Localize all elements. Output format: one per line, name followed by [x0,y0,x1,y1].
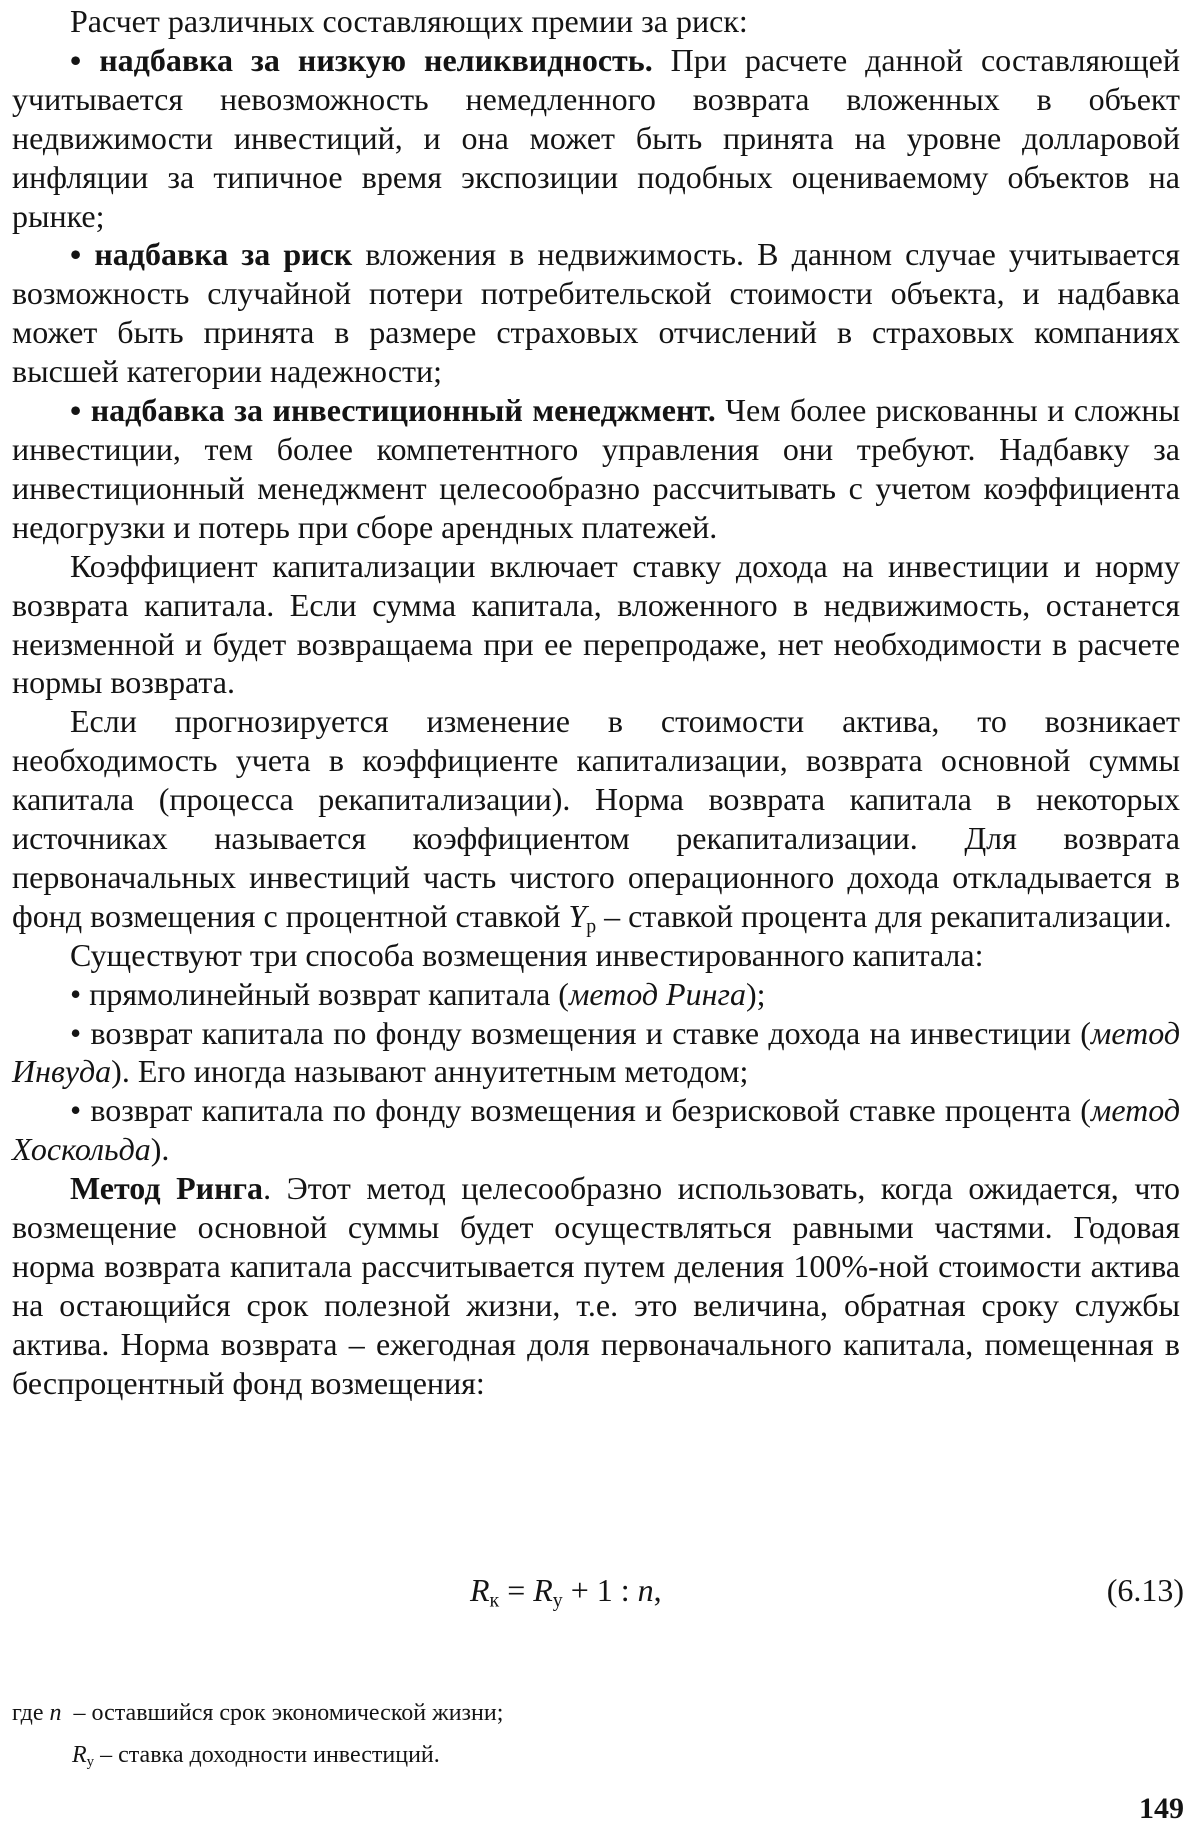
paragraph-cap-rate: Коэффициент капитализации включает ставку дохода на инвестиции и норму возврата капитала. Если сумма капитала, вложенного в недвижимость, останется неизменной и будет возвращаема при ее перепродаже, нет необходимости в расчете нормы возврата. [12,547,1180,701]
list-item-ring: • прямолинейный возврат капитала (метод Ринга); [70,975,766,1012]
method-hoskold: метод Хоскольда [12,1092,1180,1168]
paragraph-ring-method: Метод Ринга. Этот метод целесообразно использовать, когда ожидается, что возмещение основной суммы будет осуществляться равными частями. Годовая норма возврата капитала рассчитывается путем деления 100%-ной стоимости актива на остающийся срок полезной жизни, т.е. это величина, обратная сроку службы актива. Норма возврата – ежегодная доля первоначального капитала, помещенная в беспроцентный фонд возмещения: [12,1170,1181,1401]
term-risk: • надбавка за риск [70,236,353,273]
var-y-sub: р [586,915,597,938]
paragraph-intro: Расчет различных составляющих премии за риск: [70,3,748,39]
term-management: • надбавка за инвестиционный менеджмент. [70,392,716,429]
paragraph-recapitalization: Если прогнозируется изменение в стоимости актива, то возникает необходимость учета в коэффициенте капитализации, возврата основной суммы капитала (процесса рекапитализации). Норма возврата капитала в некоторых источниках называется коэффициентом рекапитализации. Для возврата первоначальных инвестиций часть чистого операционного дохода откладывается в фонд возмещения с процентной ставкой $Y_р$ – ставкой процента для рекапитализации. [12,703,1180,938]
method-inwood: метод Инвуда [12,1014,1180,1090]
paragraph-methods-intro: Существуют три способа возмещения инвестированного капитала: [70,936,984,973]
method-ring: метод Ринга [568,975,746,1012]
body-text [12,2,1180,1403]
formula-legend-n: где n – оставшийся срок экономической жизни; [12,1700,504,1726]
term-illiquidity: • надбавка за низкую неликвидность. [70,41,653,78]
equation-number: (6.13) [1106,1572,1184,1608]
list-item-hoskold: • возврат капитала по фонду возмещения и безрисковой ставке процента (метод Хоскольда). [12,1092,1180,1168]
paragraph-risk: • надбавка за риск вложения в недвижимость. В данном случае учитывается возможность случайной потери потребительской стоимости объекта, и надбавка может быть принята в размере страховых отчислений в страховых компаниях высшей категории надежности; [12,236,1180,390]
page-number: 149 [1139,1792,1184,1825]
term-ring-method: Метод Ринга [70,1170,264,1207]
paragraph-management: • надбавка за инвестиционный менеджмент. Чем более рискованны и сложны инвестиции, тем более компетентного управления они требуют. Надбавку за инвестиционный менеджмент целесообразно рассчитывать с учетом коэффициента недогрузки и потерь при сборе арендных платежей. [12,392,1181,545]
formula-6-13: $R_к = R_у + 1$ : n, [470,1572,662,1612]
paragraph-illiquidity: • надбавка за низкую неликвидность. При расчете данной составляющей учитывается невозможность немедленного возврата вложенных в объект недвижимости инвестиций, и она может быть принята на уровне долларовой инфляции за типичное время экспозиции подобных оцениваемому объектов на рынке; [12,41,1180,234]
var-y: Y [568,897,587,934]
formula-legend-ry: $R_у$ – ставка доходности инвестиций. [72,1742,440,1771]
list-item-inwood: • возврат капитала по фонду возмещения и ставке дохода на инвестиции (метод Инвуда). Его иногда называют аннуитетным методом; [12,1014,1180,1090]
